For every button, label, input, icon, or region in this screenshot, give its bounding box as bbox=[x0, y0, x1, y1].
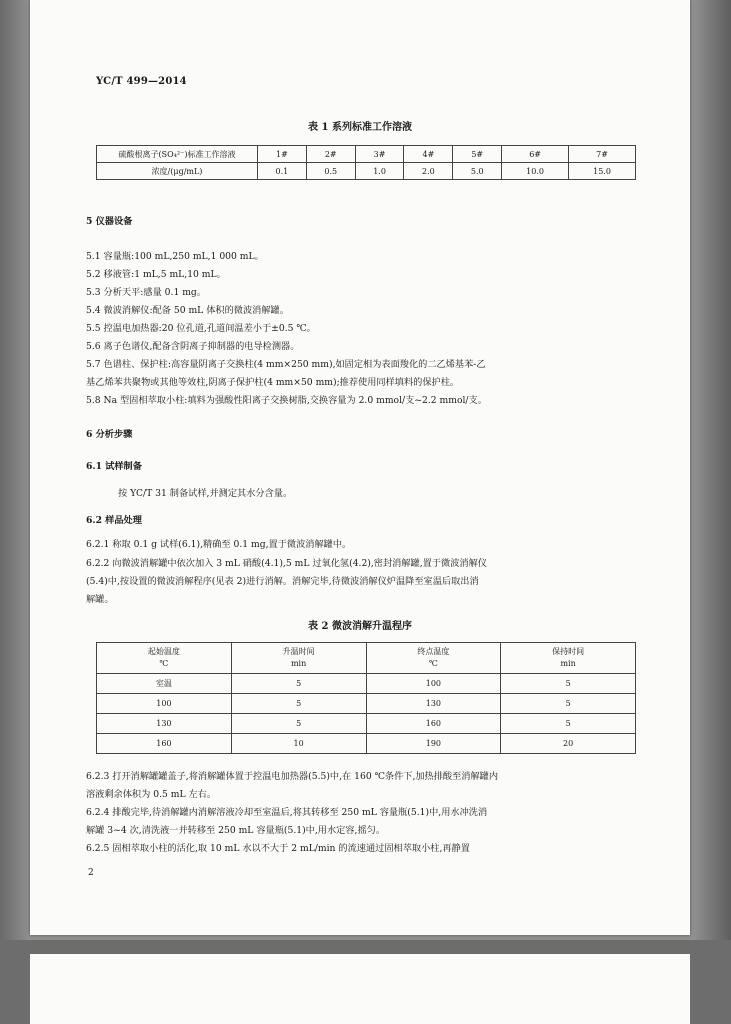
table-row bbox=[97, 674, 636, 694]
paragraph-line: 5.4 微波消解仪:配备 50 mL 体积的微波消解罐。 bbox=[86, 305, 289, 316]
table-cell: 1.0 bbox=[355, 163, 404, 180]
paragraph-line: 5.5 控温电加热器:20 位孔道,孔道间温差小于±0.5 ℃。 bbox=[86, 323, 316, 334]
table-cell: 5# bbox=[453, 146, 502, 163]
table1-caption: 表 1 系列标准工作溶液 bbox=[308, 122, 412, 133]
table-cell: 20 bbox=[501, 734, 636, 754]
paragraph-line: 5.2 移液管:1 mL,5 mL,10 mL。 bbox=[86, 269, 226, 280]
section-heading: 5 仪器设备 bbox=[86, 216, 133, 227]
header-name: 升温时间 bbox=[282, 647, 315, 656]
table-cell: 浓度/(μg/mL) bbox=[97, 163, 258, 180]
table-header-cell bbox=[501, 643, 636, 674]
subsection-heading: 6.1 试样制备 bbox=[86, 461, 142, 472]
section-heading: 6 分析步骤 bbox=[86, 429, 133, 440]
table-cell: 6# bbox=[502, 146, 569, 163]
table-row bbox=[97, 734, 636, 754]
paragraph-line: 解罐 3~4 次,清洗液一并转移至 250 mL 容量瓶(5.1)中,用水定容,摇匀。 bbox=[86, 825, 386, 836]
header-unit: ℃ bbox=[159, 659, 169, 668]
header-unit: min bbox=[290, 659, 307, 668]
header-name: 起始温度 bbox=[147, 647, 180, 656]
table-cell: 硫酸根离子(SO₄²⁻)标准工作溶液 bbox=[97, 146, 258, 163]
paragraph-line: 5.8 Na 型固相萃取小柱:填料为强酸性阳离子交换树脂,交换容量为 2.0 mmol/支~2.2 mmol/支。 bbox=[86, 395, 487, 406]
table-header-cell bbox=[231, 643, 366, 674]
table-cell: 7# bbox=[569, 146, 636, 163]
table-cell: 10.0 bbox=[502, 163, 569, 180]
table-cell: 130 bbox=[97, 714, 232, 734]
table-cell: 5.0 bbox=[453, 163, 502, 180]
table2-caption: 表 2 微波消解升温程序 bbox=[308, 621, 412, 632]
table-cell: 160 bbox=[97, 734, 232, 754]
paragraph-line: 按 YC/T 31 制备试样,并测定其水分含量。 bbox=[118, 488, 293, 499]
table-cell: 5 bbox=[231, 674, 366, 694]
paragraph-line: 溶液剩余体积为 0.5 mL 左右。 bbox=[86, 789, 217, 800]
paragraph-line: 5.1 容量瓶:100 mL,250 mL,1 000 mL。 bbox=[86, 251, 264, 262]
table-cell: 5 bbox=[231, 694, 366, 714]
header-name: 保持时间 bbox=[552, 647, 585, 656]
table-cell: 室温 bbox=[97, 674, 232, 694]
table2-header-row bbox=[97, 643, 636, 674]
table-row bbox=[97, 714, 636, 734]
table-cell: 5 bbox=[501, 694, 636, 714]
paragraph-line: 6.2.3 打开消解罐罐盖子,将消解罐体置于控温电加热器(5.5)中,在 160 ℃条件下,加热排酸至消解罐内 bbox=[86, 771, 499, 782]
table-cell: 100 bbox=[366, 674, 501, 694]
standard-header: YC/T 499—2014 bbox=[96, 76, 187, 87]
table1-header-row bbox=[97, 146, 636, 163]
table-cell: 5 bbox=[501, 714, 636, 734]
document-page bbox=[30, 0, 690, 935]
paragraph-line: 5.7 色谱柱、保护柱:高容量阴离子交换柱(4 mm×250 mm),如固定相为表面羧化的二乙烯基苯-乙 bbox=[86, 359, 486, 370]
paragraph-line: 6.2.2 向微波消解罐中依次加入 3 mL 硝酸(4.1),5 mL 过氧化氢(4.2),密封消解罐,置于微波消解仪 bbox=[86, 558, 487, 569]
table-row bbox=[97, 694, 636, 714]
table2 bbox=[96, 642, 636, 754]
paragraph-line: (5.4)中,按设置的微波消解程序(见表 2)进行消解。消解完毕,待微波消解仪炉温降至室温后取出消 bbox=[86, 576, 479, 587]
table-cell: 3# bbox=[355, 146, 404, 163]
table-cell: 0.5 bbox=[306, 163, 355, 180]
next-page-preview bbox=[30, 954, 690, 1024]
table-cell: 130 bbox=[366, 694, 501, 714]
table-cell: 2.0 bbox=[404, 163, 453, 180]
paragraph-line: 5.3 分析天平:感量 0.1 mg。 bbox=[86, 287, 206, 298]
table-header-cell bbox=[366, 643, 501, 674]
header-unit: ℃ bbox=[428, 659, 438, 668]
header-name: 终点温度 bbox=[417, 647, 450, 656]
header-unit: min bbox=[560, 659, 576, 668]
table-cell: 190 bbox=[366, 734, 501, 754]
table-cell: 0.1 bbox=[258, 163, 307, 180]
paragraph-line: 6.2.1 称取 0.1 g 试样(6.1),精确至 0.1 mg,置于微波消解罐中。 bbox=[86, 539, 352, 550]
paragraph-line: 6.2.4 排酸完毕,待消解罐内消解溶液冷却至室温后,将其转移至 250 mL 容量瓶(5.1)中,用水冲洗消 bbox=[86, 807, 488, 818]
table1-value-row bbox=[97, 163, 636, 180]
table-cell: 100 bbox=[97, 694, 232, 714]
table-cell: 160 bbox=[366, 714, 501, 734]
paragraph-line: 5.6 离子色谱仪,配备含阴离子抑制器的电导检测器。 bbox=[86, 341, 300, 352]
page-number: 2 bbox=[88, 868, 94, 878]
table-header-cell bbox=[97, 643, 232, 674]
paragraph-line: 解罐。 bbox=[86, 594, 114, 605]
table1 bbox=[96, 145, 636, 180]
table-cell: 4# bbox=[404, 146, 453, 163]
table-cell: 5 bbox=[501, 674, 636, 694]
paragraph-line: 基乙烯苯共聚物或其他等效柱,阴离子保护柱(4 mm×50 mm);推荐使用同样填料的保护柱。 bbox=[86, 377, 460, 388]
table-cell: 5 bbox=[231, 714, 366, 734]
paragraph-line: 6.2.5 固相萃取小柱的活化,取 10 mL 水以不大于 2 mL/min 的流速通过固相萃取小柱,再静置 bbox=[86, 843, 470, 854]
table-cell: 15.0 bbox=[569, 163, 636, 180]
table-cell: 1# bbox=[258, 146, 307, 163]
table-cell: 10 bbox=[231, 734, 366, 754]
subsection-heading: 6.2 样品处理 bbox=[86, 515, 142, 526]
table-cell: 2# bbox=[306, 146, 355, 163]
